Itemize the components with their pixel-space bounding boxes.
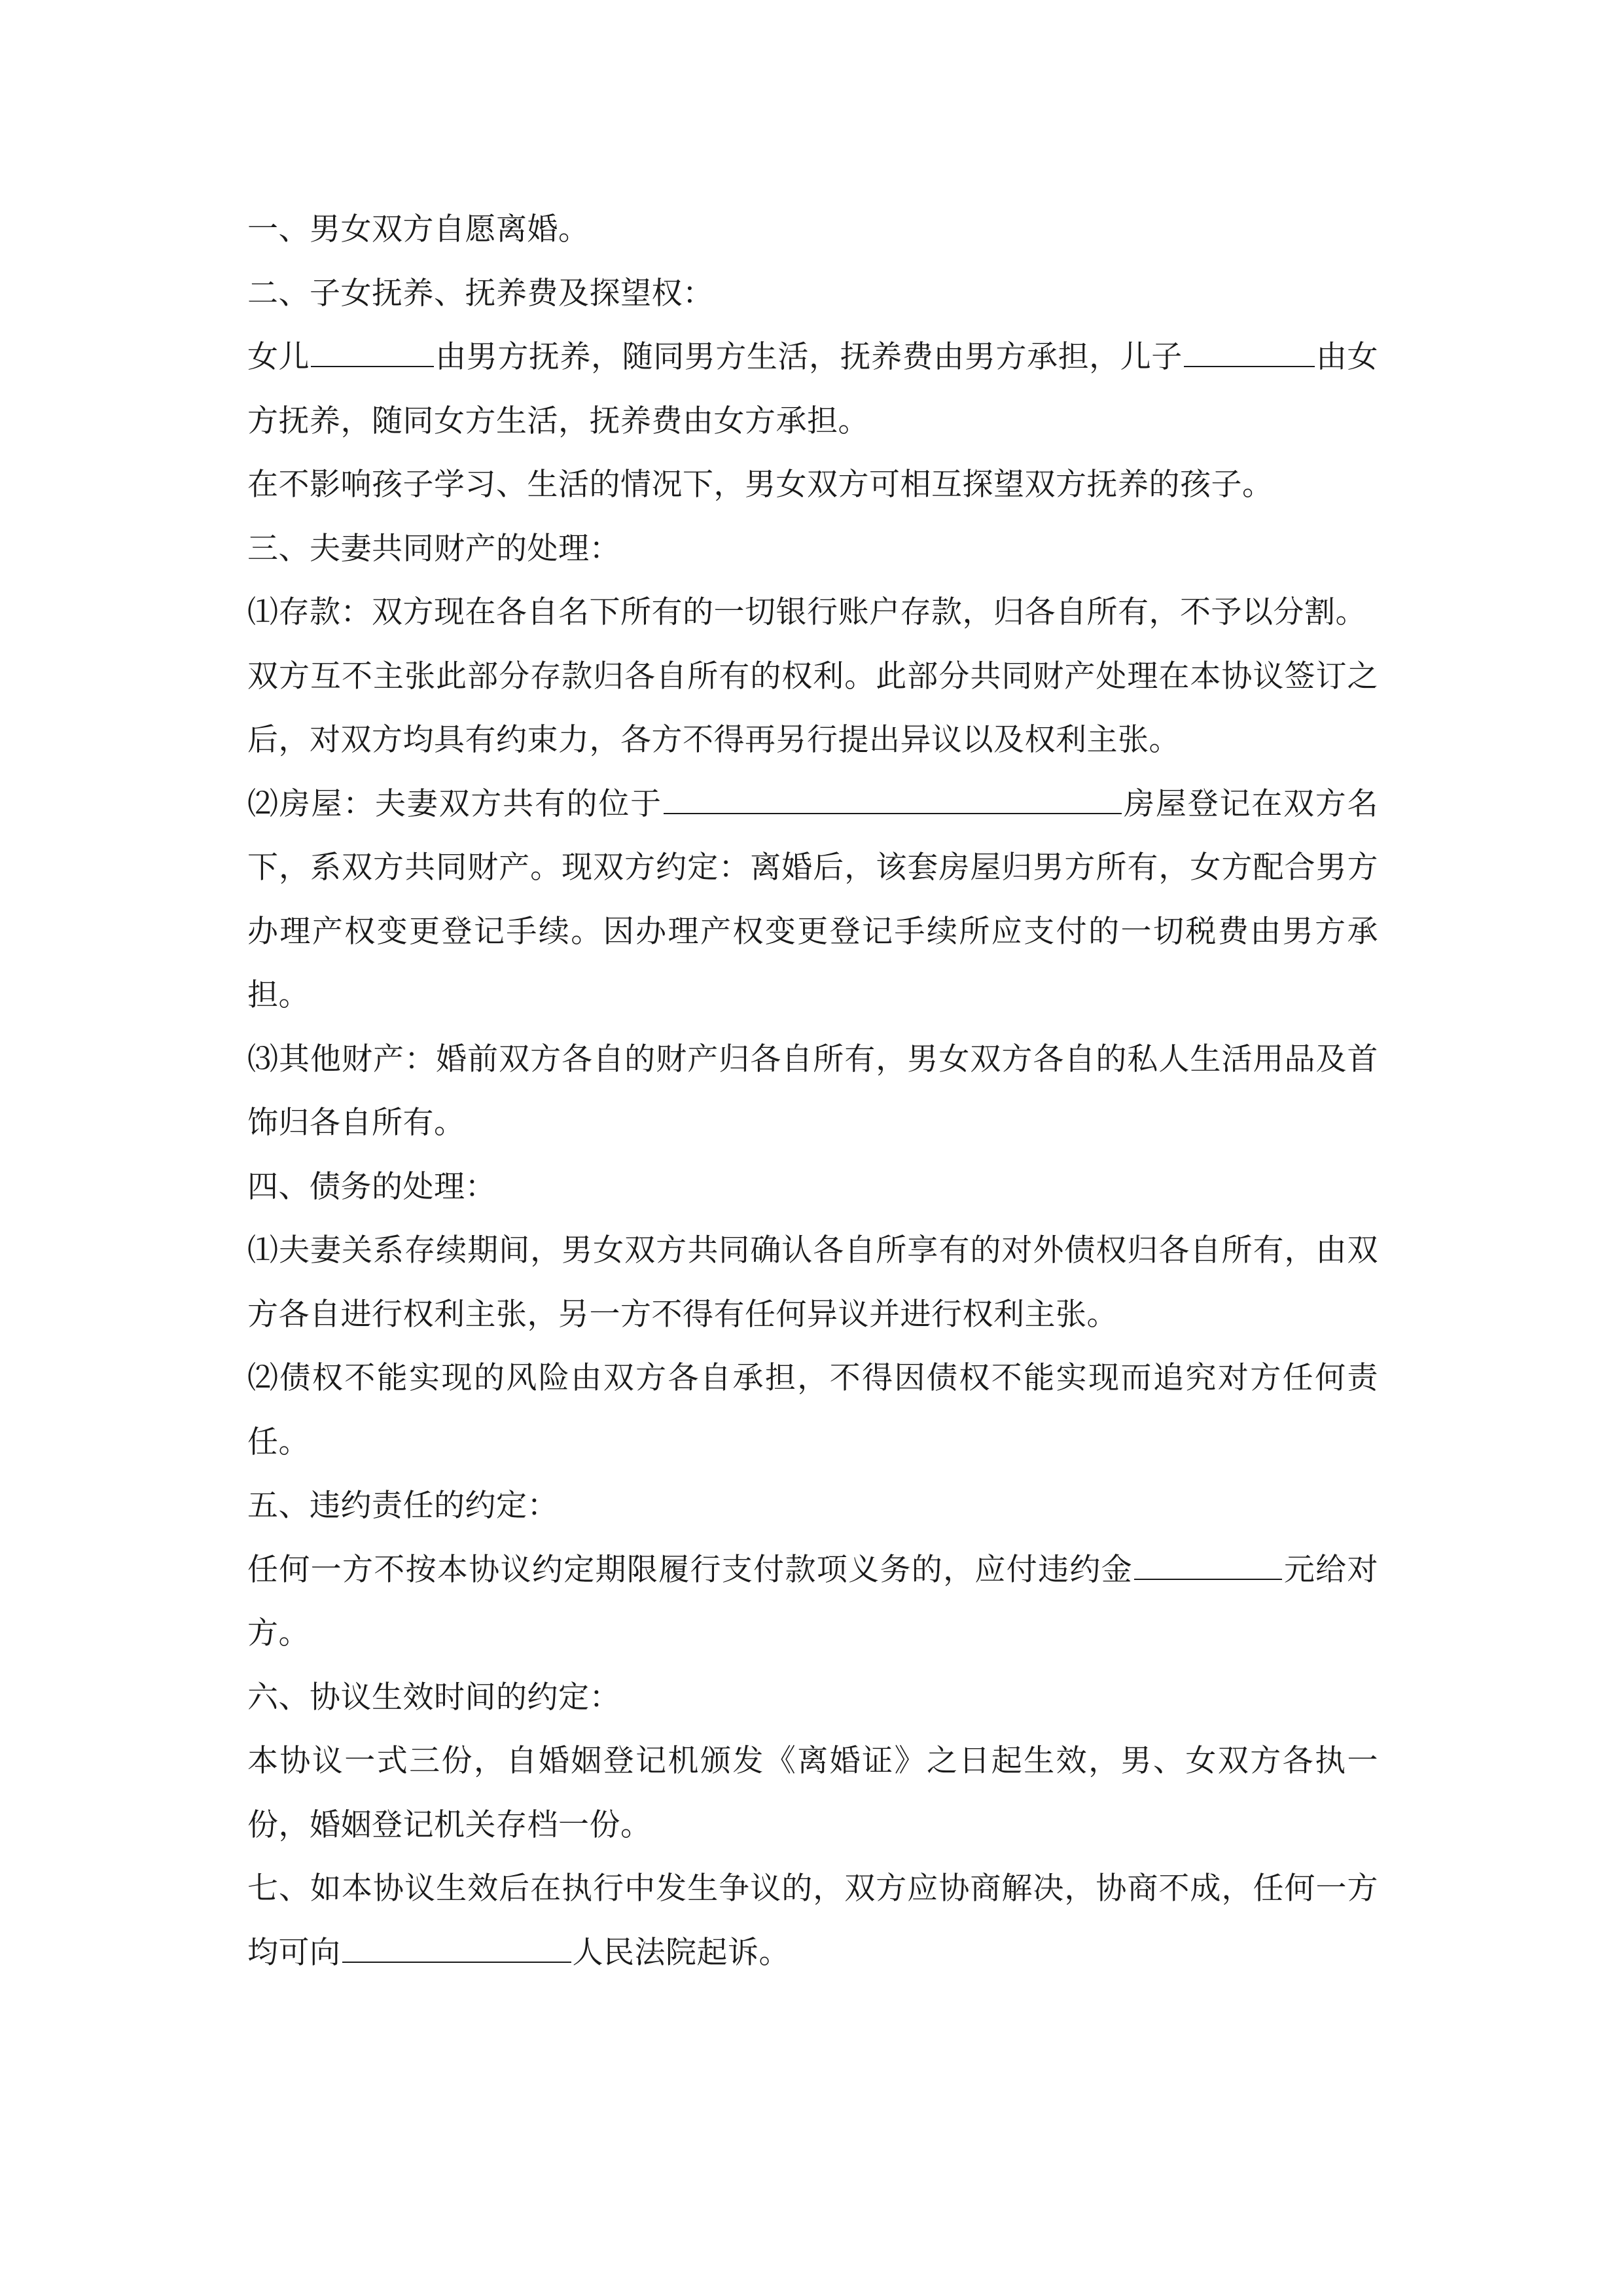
deposit-paragraph: ⑴存款：双方现在各自名下所有的一切银行账户存款，归各自所有，不予以分割。 <box>247 594 1366 630</box>
clause-1: 一、男女双方自愿离婚。 <box>247 211 590 247</box>
deposit-rights-paragraph: 双方互不主张此部分存款归各自所有的权利。此部分共同财产处理在本协议签订之后，对双方均具有约束力，各方不得再另行提出异议以及权利主张。 <box>247 658 1378 758</box>
son-name-blank[interactable] <box>1184 328 1315 367</box>
clause-4-heading: 四、债务的处理： <box>247 1168 496 1205</box>
penalty-paragraph <box>247 1538 1378 1666</box>
effective-paragraph: 本协议一式三份，自婚姻登记机颁发《离婚证》之日起生效，男、女双方各执一份，婚姻登记机关存档一份。 <box>247 1743 1378 1843</box>
visitation-paragraph: 在不影响孩子学习、生活的情况下，男女双方可相互探望双方抚养的孩子。 <box>247 467 1274 503</box>
penalty-text-a: 任何一方不按本协议约定期限履行支付款项义务的，应付违约金 <box>247 1551 1133 1588</box>
house-text-a: ⑵房屋：夫妻双方共有的位于 <box>247 785 662 822</box>
document-page <box>247 198 1378 1984</box>
custody-paragraph <box>247 325 1378 453</box>
dispute-paragraph <box>247 1857 1378 1984</box>
court-name-blank[interactable] <box>342 1924 571 1963</box>
penalty-text-b: 元给对方。 <box>247 1551 1378 1651</box>
daughter-name-blank[interactable] <box>311 328 434 367</box>
clause-2-heading: 二、子女抚养、抚养费及探望权： <box>247 275 714 312</box>
clause-6-heading: 六、协议生效时间的约定： <box>247 1679 620 1715</box>
penalty-amount-blank[interactable] <box>1134 1541 1282 1580</box>
custody-text-b: 由男方抚养，随同男方生活，抚养费由男方承担，儿子 <box>435 339 1183 375</box>
clause-5-heading: 五、违约责任的约定： <box>247 1488 558 1524</box>
custody-text-c: 由女方抚养，随同女方生活，抚养费由女方承担。 <box>247 339 1379 439</box>
dispute-text-a: 七、如本协议生效后在执行中发生争议的，双方应协商解决，协商不成，任何一方均可向 <box>247 1871 1378 1971</box>
dispute-text-b: 人民法院起诉。 <box>572 1934 790 1971</box>
debt-paragraph-2: ⑵债权不能实现的风险由双方各自承担，不得因债权不能实现而追究对方任何责任。 <box>247 1360 1378 1460</box>
house-paragraph <box>247 772 1378 1028</box>
custody-text-a: 女儿 <box>247 339 310 375</box>
clause-3-heading: 三、夫妻共同财产的处理： <box>247 530 620 567</box>
other-property-paragraph: ⑶其他财产：婚前双方各自的财产归各自所有，男女双方各自的私人生活用品及首饰归各自所有。 <box>247 1041 1378 1141</box>
house-text-b: 房屋登记在双方名下，系双方共同财产。现双方约定：离婚后，该套房屋归男方所有，女方配合男方办理产权变更登记手续。因办理产权变更登记手续所应支付的一切税费由男方承担。 <box>247 785 1379 1013</box>
house-location-blank[interactable] <box>664 775 1122 814</box>
debt-paragraph-1: ⑴夫妻关系存续期间，男女双方共同确认各自所享有的对外债权归各自所有，由双方各自进行权利主张，另一方不得有任何异议并进行权利主张。 <box>247 1232 1378 1333</box>
